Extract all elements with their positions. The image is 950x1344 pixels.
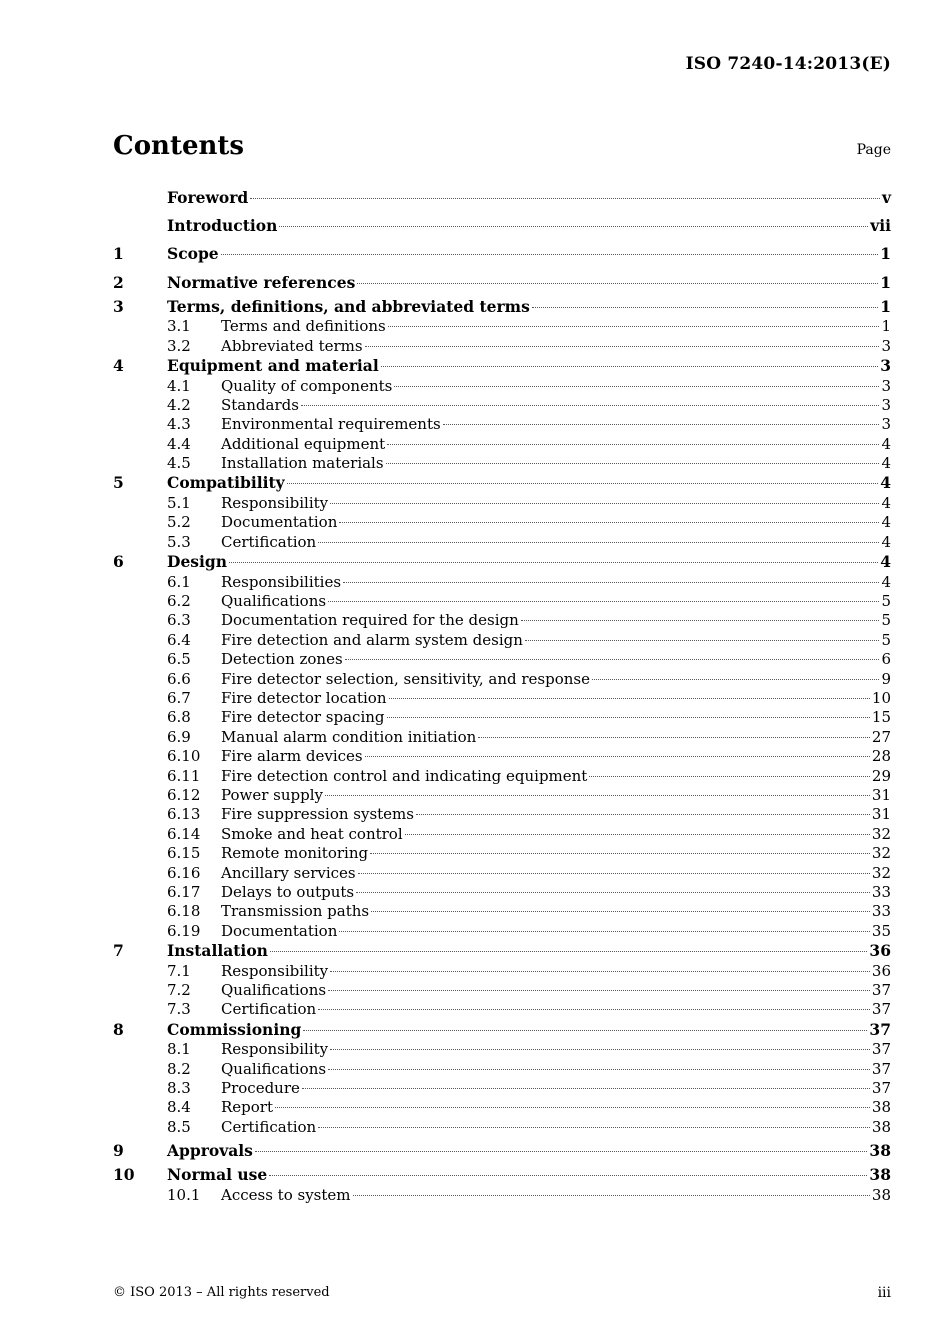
dot-leader [381,366,878,367]
toc-entry[interactable] [113,825,891,844]
toc-label: Installation [167,941,268,961]
toc-page-number: 31 [871,785,891,804]
toc-entry[interactable] [113,356,891,377]
toc-number: 4.4 [167,434,191,453]
toc-label: Environmental requirements [221,415,441,434]
copyright-notice: © ISO 2013 – All rights reserved [113,1285,330,1300]
document-code: ISO 7240-14:2013(E) [685,54,891,74]
table-of-contents [113,184,891,1205]
toc-label: Manual alarm condition initiation [221,727,477,746]
toc-entry[interactable] [113,454,891,473]
toc-number: 6.2 [167,592,191,611]
toc-entry[interactable] [113,377,891,396]
dot-leader [343,582,879,583]
toc-page-number: 29 [871,766,891,785]
toc-entry[interactable] [113,533,891,552]
toc-page-number: 4 [880,473,891,493]
toc-entry[interactable] [113,767,891,786]
toc-entry[interactable] [113,922,891,941]
toc-entry[interactable] [113,631,891,650]
toc-number: 5.2 [167,513,191,532]
toc-page-number: 37 [871,1079,891,1098]
toc-entry[interactable] [113,805,891,824]
toc-number: 2 [113,272,124,292]
toc-number: 10 [113,1165,135,1185]
toc-number: 8 [113,1019,124,1039]
toc-number: 1 [113,244,124,264]
toc-label: Responsibility [221,1040,329,1059]
toc-label: Fire detector selection, sensitivity, and response [221,669,590,688]
toc-entry[interactable] [113,573,891,592]
dot-leader [405,834,870,835]
dot-leader [318,1009,870,1010]
dot-leader [302,1088,870,1089]
toc-page-number: 4 [881,532,891,551]
toc-number: 5 [113,473,124,493]
toc-label: Certification [221,1000,317,1019]
toc-number: 6.16 [167,863,201,882]
toc-page-number: 37 [869,1019,891,1039]
toc-page-number: 5 [881,611,891,630]
toc-page-number: 32 [871,844,891,863]
toc-entry[interactable] [113,611,891,630]
toc-entry[interactable] [113,1040,891,1059]
dot-leader [328,601,879,602]
dot-leader [328,990,870,991]
toc-page-number: 37 [871,1059,891,1078]
toc-label: Smoke and heat control [221,824,403,843]
toc-entry[interactable] [113,297,891,318]
toc-number: 8.1 [167,1040,191,1059]
toc-entry[interactable] [113,1118,891,1137]
dot-leader [287,483,879,484]
toc-label: Access to system [221,1185,351,1204]
toc-number: 6.15 [167,844,201,863]
toc-page-number: 5 [881,592,891,611]
toc-page-number: 3 [881,415,891,434]
page-title: Contents [113,131,245,161]
toc-entry[interactable] [113,708,891,727]
toc-number: 6.5 [167,650,191,669]
toc-number: 6.18 [167,902,201,921]
toc-entry[interactable] [113,494,891,513]
dot-leader [387,444,879,445]
toc-entry[interactable] [113,1020,891,1041]
dot-leader [371,911,870,912]
dot-leader [318,542,879,543]
toc-page-number: 4 [881,434,891,453]
toc-page-number: 1 [880,296,891,316]
toc-entry[interactable] [113,240,891,268]
toc-number: 6 [113,552,124,572]
toc-label: Standards [221,395,299,414]
dot-leader [303,1030,867,1031]
toc-label: Terms and definitions [221,317,386,336]
toc-entry[interactable] [113,212,891,240]
toc-label: Certification [221,1117,317,1136]
toc-number: 7.1 [167,961,191,980]
toc-label: Design [167,552,228,572]
toc-label: Compatibility [167,473,285,493]
toc-entry[interactable] [113,473,891,494]
toc-number: 6.7 [167,689,191,707]
toc-label: Documentation [221,921,338,940]
toc-label: Procedure [221,1079,300,1098]
toc-page-number: v [881,188,891,207]
dot-leader [330,1049,870,1050]
toc-label: Quality of components [221,376,393,395]
toc-number: 3.1 [167,317,191,336]
toc-label: Commissioning [167,1019,302,1039]
toc-number: 9 [113,1141,124,1161]
toc-entry[interactable] [113,1079,891,1098]
toc-page-number: 38 [869,1165,891,1185]
dot-leader [339,931,870,932]
toc-number: 4.1 [167,376,191,395]
toc-number: 6.9 [167,727,191,746]
dot-leader [478,737,870,738]
dot-leader [301,405,880,406]
dot-leader [275,1107,870,1108]
toc-entry[interactable] [113,269,891,297]
toc-entry[interactable] [113,1137,891,1165]
toc-page-number: 4 [881,572,891,591]
toc-label: Abbreviated terms [221,336,363,355]
dot-leader [389,698,870,699]
toc-label: Qualifications [221,592,327,611]
dot-leader [318,1127,870,1128]
dot-leader [328,1069,870,1070]
toc-label: Normative references [167,272,356,292]
toc-page-number: 33 [871,902,891,921]
toc-number: 6.13 [167,805,201,824]
toc-number: 6.14 [167,824,201,843]
toc-entry[interactable] [113,981,891,1000]
toc-label: Responsibilities [221,572,342,591]
toc-page-number: 3 [881,395,891,414]
toc-label: Fire alarm devices [221,747,363,766]
toc-number: 6.4 [167,630,191,649]
dot-leader [525,640,880,641]
toc-label: Responsibility [221,961,329,980]
toc-number: 8.3 [167,1079,191,1098]
toc-page-number: 33 [871,882,891,901]
toc-entry[interactable] [113,941,891,962]
toc-number: 6.8 [167,708,191,727]
dot-leader [325,795,870,796]
toc-entry[interactable] [113,883,891,902]
toc-number: 6.1 [167,572,191,591]
toc-label: Remote monitoring [221,844,369,863]
dot-leader [386,463,880,464]
toc-label: Installation materials [221,454,384,473]
toc-page-number: 35 [871,921,891,940]
dot-leader [370,853,870,854]
toc-entry[interactable] [113,415,891,434]
toc-number: 6.6 [167,669,191,688]
toc-label: Qualifications [221,980,327,999]
toc-page-number: 4 [881,493,891,512]
toc-page-number: 28 [871,747,891,766]
dot-leader [388,326,880,327]
toc-label: Approvals [167,1141,253,1161]
dot-leader [330,971,870,972]
toc-entry[interactable] [113,650,891,669]
toc-label: Documentation [221,513,338,532]
toc-page-number: 32 [871,824,891,843]
dot-leader [394,386,879,387]
toc-entry[interactable] [113,513,891,532]
toc-label: Responsibility [221,493,329,512]
dot-leader [330,503,879,504]
dot-leader [345,659,880,660]
toc-page-number: 38 [871,1117,891,1136]
toc-number: 4.5 [167,454,191,473]
dot-leader [357,283,878,284]
toc-entry[interactable] [113,396,891,415]
toc-label: Fire detector location [221,689,387,707]
toc-page-number: 5 [881,630,891,649]
toc-entry[interactable] [113,844,891,863]
toc-page-number: 1 [880,244,891,264]
dot-leader [269,1175,867,1176]
toc-page-number: 38 [869,1141,891,1161]
dot-leader [279,226,868,227]
toc-page-number: 38 [871,1185,891,1204]
toc-entry[interactable] [113,592,891,611]
toc-number: 6.3 [167,611,191,630]
toc-entry[interactable] [113,1165,891,1186]
toc-entry[interactable] [113,552,891,573]
toc-entry[interactable] [113,1098,891,1117]
toc-number: 8.4 [167,1098,191,1117]
dot-leader [592,679,879,680]
toc-number: 6.17 [167,882,201,901]
dot-leader [250,198,880,199]
toc-label: Ancillary services [221,863,356,882]
toc-page-number: 31 [871,805,891,824]
toc-number: 5.1 [167,493,191,512]
dot-leader [358,873,870,874]
toc-page-number: 1 [880,272,891,292]
toc-label: Fire detector spacing [221,708,385,727]
toc-number: 6.12 [167,785,201,804]
toc-page-number: 37 [871,980,891,999]
toc-entry[interactable] [113,786,891,805]
dot-leader [365,346,880,347]
toc-label: Documentation required for the design [221,611,519,630]
toc-page-number: 3 [881,336,891,355]
dot-leader [521,620,880,621]
toc-entry[interactable] [113,670,891,689]
toc-label: Report [221,1098,274,1117]
toc-entry[interactable] [113,747,891,766]
toc-entry[interactable] [113,689,891,708]
toc-number: 10.1 [167,1185,201,1204]
toc-label: Fire detection control and indicating equipment [221,766,588,785]
toc-number: 7 [113,941,124,961]
toc-number: 5.3 [167,532,191,551]
dot-leader [532,307,878,308]
toc-page-number: 4 [881,513,891,532]
toc-label: Delays to outputs [221,882,355,901]
toc-label: Fire detection and alarm system design [221,630,523,649]
toc-label: Qualifications [221,1059,327,1078]
toc-entry[interactable] [113,1186,891,1205]
toc-number: 6.11 [167,766,201,785]
dot-leader [221,254,879,255]
toc-label: Additional equipment [221,434,386,453]
toc-page-number: 1 [881,317,891,336]
toc-entry[interactable] [113,902,891,921]
toc-number: 4 [113,356,124,376]
toc-number: 8.5 [167,1117,191,1136]
toc-label: Normal use [167,1165,268,1185]
dot-leader [416,814,870,815]
toc-entry[interactable] [113,1060,891,1079]
toc-page-number: vii [870,216,891,236]
toc-entry[interactable] [113,337,891,356]
dot-leader [339,522,879,523]
dot-leader [356,892,870,893]
toc-entry[interactable] [113,728,891,747]
toc-page-number: 9 [881,669,891,688]
dot-leader [229,562,878,563]
toc-number: 6.19 [167,921,201,940]
toc-label: Foreword [167,188,249,207]
dot-leader [443,424,880,425]
toc-label: Power supply [221,785,324,804]
toc-label: Terms, definitions, and abbreviated terms [167,296,530,316]
dot-leader [255,1151,868,1152]
toc-number: 8.2 [167,1059,191,1078]
toc-page-number: 37 [871,1040,891,1059]
toc-label: Detection zones [221,650,343,669]
toc-label: Equipment and material [167,356,379,376]
dot-leader [365,756,870,757]
toc-label: Introduction [167,216,278,236]
toc-page-number: 32 [871,863,891,882]
toc-page-number: 10 [871,689,891,707]
toc-number: 7.3 [167,1000,191,1019]
toc-label: Transmission paths [221,902,370,921]
toc-number: 4.2 [167,395,191,414]
dot-leader [353,1195,870,1196]
toc-number: 7.2 [167,980,191,999]
toc-number: 3 [113,296,124,316]
toc-label: Scope [167,244,219,264]
dot-leader [589,776,870,777]
toc-page-number: 3 [880,356,891,376]
toc-page-number: 6 [881,650,891,669]
toc-page-number: 4 [881,454,891,473]
toc-page-number: 3 [881,376,891,395]
toc-entry[interactable] [113,962,891,981]
dot-leader [270,951,867,952]
toc-number: 4.3 [167,415,191,434]
toc-page-number: 36 [869,941,891,961]
toc-page-number: 15 [871,708,891,727]
toc-entry[interactable] [113,435,891,454]
dot-leader [387,717,870,718]
toc-page-number: 36 [871,961,891,980]
toc-page-number: 38 [871,1098,891,1117]
toc-entry[interactable] [113,317,891,336]
toc-page-number: 4 [880,552,891,572]
toc-entry[interactable] [113,184,891,212]
toc-label: Fire suppression systems [221,805,414,824]
toc-number: 3.2 [167,336,191,355]
toc-number: 6.10 [167,747,201,766]
toc-label: Certification [221,532,317,551]
toc-page-number: 27 [871,727,891,746]
toc-page-number: 37 [871,1000,891,1019]
page-number: iii [877,1285,891,1301]
toc-entry[interactable] [113,1000,891,1019]
page-column-label: Page [856,142,891,158]
toc-entry[interactable] [113,864,891,883]
